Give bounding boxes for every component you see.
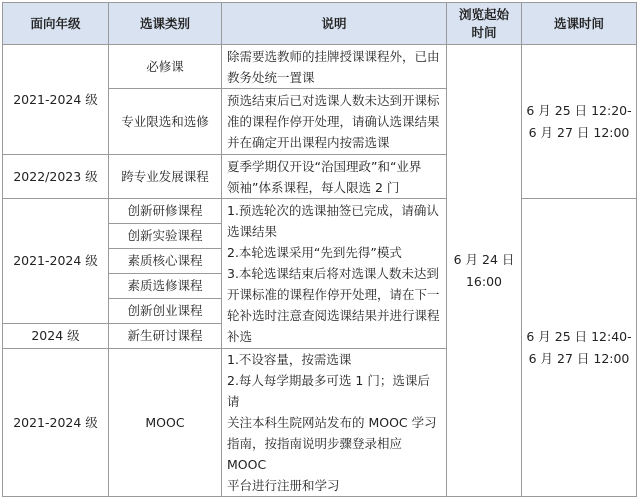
header-row (3, 3, 637, 45)
grade-cell: 2024 级 (3, 324, 109, 349)
select-time-cell (522, 199, 637, 497)
description-line: 并在确定开出课程内按需选课 (227, 135, 390, 150)
category-cell: 素质核心课程 (109, 249, 222, 274)
description-line: 补选 (227, 329, 253, 344)
browse-start-cell (447, 45, 522, 497)
category-cell: 创新实验课程 (109, 224, 222, 249)
header-browse-start-line1: 浏览起始 (458, 6, 509, 22)
description-line: 教务处统一置课 (227, 69, 315, 85)
description-line: 2.每人每学期最多可选 1 门；选课后请 (227, 373, 430, 409)
description-line: 除需要选教师的挂牌授课课程外，已由 (227, 48, 440, 64)
description-line: 1.预选轮次的选课抽签已完成，请确认 (227, 203, 439, 218)
description-line: 夏季学期仅开设“治国理政”和“业界 (227, 158, 422, 174)
header-browse-start-line2: 时间 (471, 24, 497, 40)
description-cell (222, 155, 447, 199)
description-line: 预选结束后已对选课人数未达到开课标 (227, 93, 440, 108)
category-cell: 必修课 (109, 45, 222, 89)
category-cell: 素质选修课程 (109, 274, 222, 299)
header-browse-start (447, 3, 522, 45)
select-time-line: 6 月 27 日 12:00 (528, 350, 630, 366)
table-row (3, 45, 637, 89)
category-cell: 跨专业发展课程 (109, 155, 222, 199)
grade-cell: 2021-2024 级 (3, 45, 109, 155)
description-cell (222, 89, 447, 155)
category-cell: MOOC (109, 349, 222, 497)
description-line: 开课标准的课程作停开处理，请在下一 (227, 287, 440, 302)
description-line: 2.本轮选课采用“先到先得”模式 (227, 245, 402, 260)
browse-start-hour: 16:00 (465, 273, 503, 289)
description-line: 1.不设容量，按需选课 (227, 352, 352, 367)
table-row (3, 199, 637, 224)
description-cell (222, 349, 447, 497)
description-line: 领袖”体系课程，每人限选 2 门 (227, 179, 400, 195)
select-time-line: 6 月 25 日 12:20- (526, 102, 632, 118)
select-time-line: 6 月 25 日 12:40- (526, 328, 632, 344)
select-time-cell (522, 45, 637, 199)
description-cell (222, 199, 447, 349)
category-cell: 创新创业课程 (109, 299, 222, 324)
description-line: 指南，按指南说明步骤登录相应 MOOC (227, 436, 403, 472)
category-cell: 新生研讨课程 (109, 324, 222, 349)
course-selection-table (2, 2, 637, 497)
grade-cell: 2021-2024 级 (3, 199, 109, 324)
description-line: 准的课程作停开处理，请确认选课结果 (227, 114, 440, 129)
select-time-line: 6 月 27 日 12:00 (528, 124, 630, 140)
grade-cell: 2022/2023 级 (3, 155, 109, 199)
description-line: 轮补选时注意查阅选课结果并进行课程 (227, 308, 440, 323)
description-cell (222, 45, 447, 89)
category-cell: 专业限选和选修 (109, 89, 222, 155)
description-line: 平台进行注册和学习 (227, 478, 340, 493)
header-category: 选课类别 (109, 3, 222, 45)
category-cell: 创新研修课程 (109, 199, 222, 224)
description-line: 关注本科生院网站发布的 MOOC 学习 (227, 415, 437, 430)
header-grade: 面向年级 (3, 3, 109, 45)
header-description: 说明 (222, 3, 447, 45)
browse-start-date: 6 月 24 日 (453, 251, 515, 267)
description-line: 3.本轮选课结束后将对选课人数未达到 (227, 266, 439, 281)
description-line: 选课结果 (227, 224, 278, 239)
header-select-time: 选课时间 (522, 3, 637, 45)
grade-cell: 2021-2024 级 (3, 349, 109, 497)
